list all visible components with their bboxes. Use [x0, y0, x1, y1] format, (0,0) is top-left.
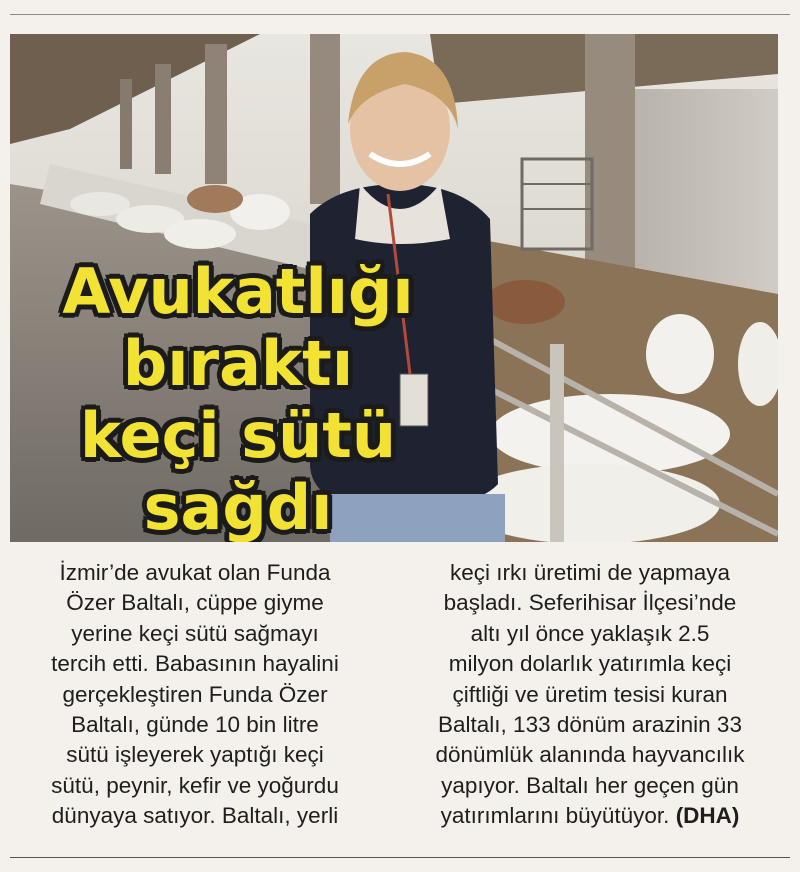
- text-line-last: [405, 801, 775, 831]
- text-line: milyon dolarlık yatırımla keçi: [448, 651, 732, 677]
- text-line: Özer Baltalı, cüppe giyme: [66, 590, 324, 616]
- text-line: dünyaya satıyor. Baltalı, yerli: [51, 803, 339, 829]
- text-line: sütü, peynir, kefir ve yoğurdu: [51, 772, 339, 798]
- text-line: altı yıl önce yaklaşık 2.5: [470, 620, 710, 646]
- article-column-left: [10, 558, 380, 832]
- text-line: İzmir’de avukat olan Funda: [59, 560, 331, 585]
- text-line: tercih etti. Babasının hayalini: [51, 651, 339, 677]
- bottom-rule: [10, 857, 790, 858]
- headline-line: keçi sütü: [79, 399, 397, 472]
- text-line: başladı. Seferihisar İlçesi’nde: [443, 590, 737, 616]
- text-line: sütü işleyerek yaptığı keçi: [66, 742, 324, 768]
- text-line: yerine keçi sütü sağmayı: [71, 620, 319, 646]
- article-column-right: [405, 558, 775, 832]
- text-line: Baltalı, 133 dönüm arazinin 33: [438, 712, 742, 738]
- headline-line: sağdı: [143, 471, 333, 542]
- top-rule: [10, 14, 790, 15]
- text-line: yatırımlarını büyütüyor.: [440, 803, 670, 829]
- text-line: gerçekleştiren Funda Özer: [62, 681, 328, 707]
- article-photo: [10, 34, 778, 542]
- text-line: Baltalı, günde 10 bin litre: [71, 712, 319, 738]
- text-line: yapıyor. Baltalı her geçen gün: [441, 772, 739, 798]
- text-line: dönümlük alanında hayvancılık: [435, 742, 745, 768]
- news-agency-credit: (DHA): [675, 803, 740, 829]
- headline-line: Avukatlığı: [62, 255, 414, 328]
- headline-line: bıraktı: [122, 327, 354, 400]
- text-line: keçi ırkı üretimi de yapmaya: [449, 560, 731, 585]
- headline: [28, 256, 448, 542]
- text-line: çiftliği ve üretim tesisi kuran: [452, 681, 728, 707]
